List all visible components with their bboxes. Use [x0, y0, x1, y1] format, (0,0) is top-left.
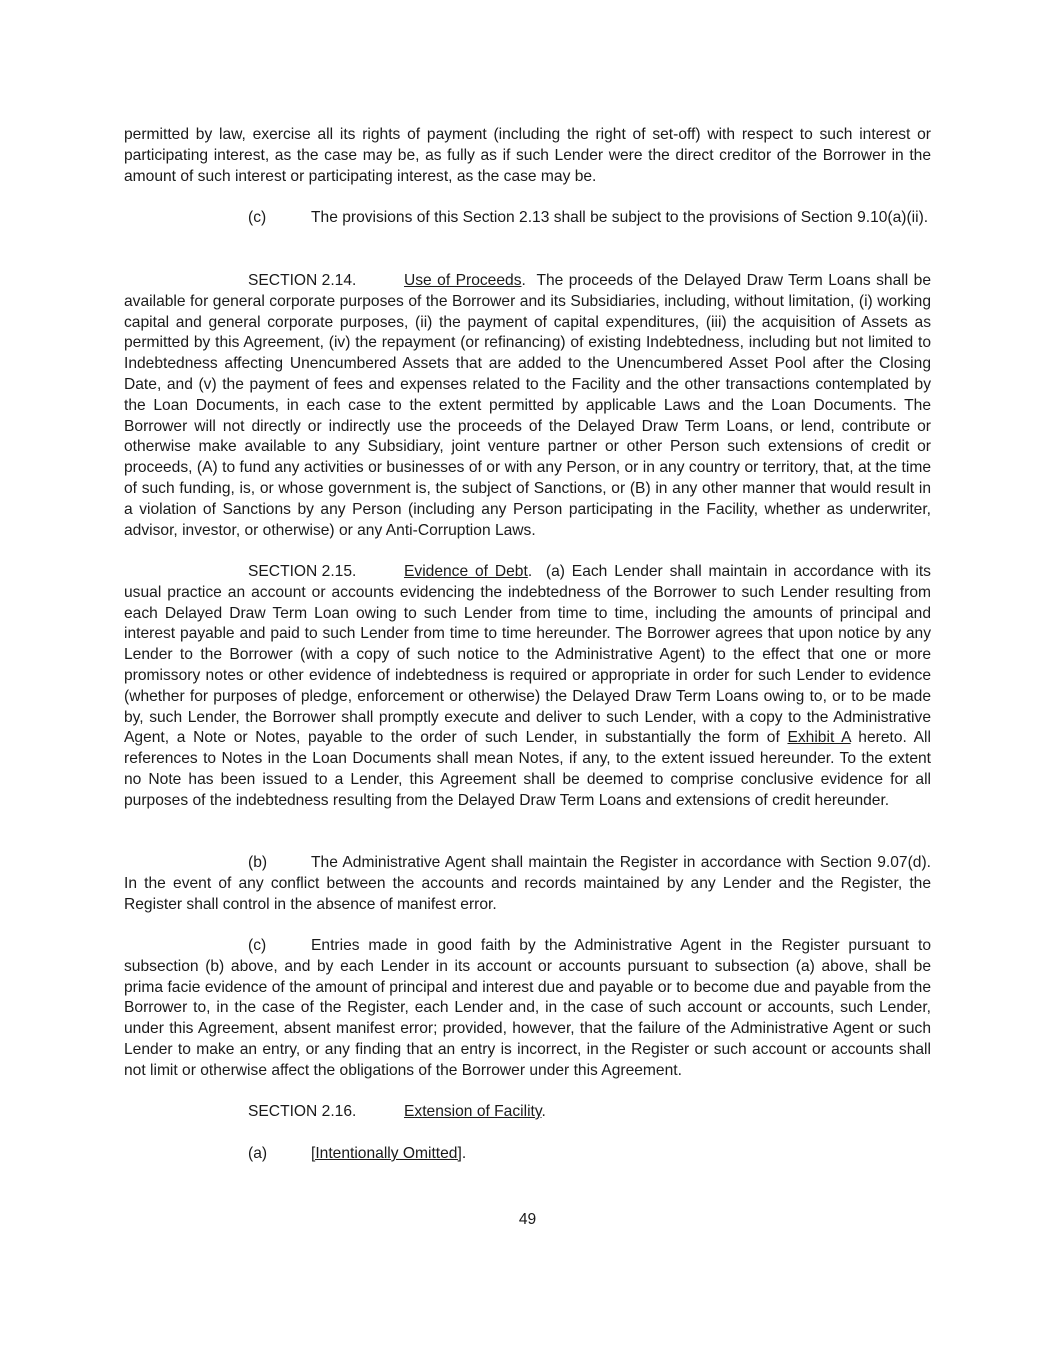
section-number: SECTION 2.16.	[248, 1103, 357, 1120]
subsection-text: Entries made in good faith by the Administrative Agent in the Register pursuant to subsection (b) above, and by each Lender in its account or accounts pursuant to subsection (a) above, shall be prima facie evidence of the amount of principal and interest due and payable or to become due and payable from the Borrower to, in the case of the Register, each Lender and, in the case of such account or accounts, such Lender, under this Agreement, absent manifest error; provided, however, that the failure of the Administrative Agent or such Lender to make an entry, or any finding that an entry is incorrect, in the Register or such account or accounts shall not limit or otherwise affect the obligations of the Borrower under this Agreement.	[124, 937, 931, 1079]
section-body-part-1: (a) Each Lender shall maintain in accordance with its usual practice an account or accounts evidencing the indebtedness of the Borrower to such Lender resulting from each Delayed Draw Term Loan owing to such Lender from time to time, including the amounts of principal and interest payable and paid to such Lender from time to time hereunder. The Borrower agrees that upon notice by any Lender to the Borrower (with a copy of such notice to the Administrative Agent) to the effect that one or more promissory notes or other evidence of indebtedness is required or appropriate in order for such Lender to evidence (whether for purposes of pledge, enforcement or otherwise) the Delayed Draw Term Loans owing to, or to be made by, such Lender, the Borrower shall promptly execute and deliver to such Lender, with a copy to the Administrative Agent, a Note or Notes, payable to the order of such Lender, in substantially the form of	[124, 563, 931, 747]
subsection-2-15-b	[124, 853, 931, 915]
section-body: The proceeds of the Delayed Draw Term Loans shall be available for general corporate purposes of the Borrower and its Subsidiaries, including, without limitation, (i) working capital and general corporate purposes, (ii) the payment of capital expenditures, (iii) the acquisition of Assets as permitted by this Agreement, (iv) the repayment (or refinancing) of existing Indebtedness, including but not limited to Indebtedness affecting Unencumbered Assets that are added to the Unencumbered Asset Pool after the Closing Date, and (v) the payment of fees and expenses related to the Facility and the other transactions contemplated by the Loan Documents, in each case to the extent permitted by applicable Laws and the Loan Documents. The Borrower will not directly or indirectly use the proceeds of the Delayed Draw Term Loans, or lend, contribute or otherwise make available to any Subsidiary, joint venture partner or other Person such extensions of credit or proceeds, (A) to fund any activities or businesses of or with any Person, or in any country or territory, that, at the time of such funding, is, or whose government is, the subject of Sanctions, or (B) in any other manner that would result in a violation of Sanctions by any Person (including any Person participating in the Facility, whether as underwriter, advisor, investor, or otherwise) or any Anti-Corruption Laws.	[124, 272, 931, 539]
section-title: Use of Proceeds	[404, 272, 522, 289]
subsection-label: (c)	[248, 937, 267, 954]
subsection-label: (a)	[248, 1145, 268, 1162]
page-number: 49	[518, 1211, 537, 1228]
continuation-text: permitted by law, exercise all its rights of payment (including the right of set-off) with respect to such interest or participating interest, as the case may be, as fully as if such Lender were the direct creditor of the Borrower in the amount of such interest or participating interest, as the case may be.	[124, 126, 931, 185]
section-number: SECTION 2.15.	[248, 563, 357, 580]
exhibit-reference: Exhibit A	[787, 729, 851, 747]
subsection-2-13-c	[124, 208, 931, 229]
section-body-part-2: hereto. All references to Notes in the Loan Documents shall mean Notes, if any, to the extent issued hereunder. To the extent no Note has been issued to a Lender, this Agreement shall be deemed to comprise conclusive evidence for all purposes of the indebtedness resulting from the Delayed Draw Term Loans and extensions of credit hereunder.	[124, 729, 931, 809]
section-number: SECTION 2.14.	[248, 272, 357, 289]
section-title: Evidence of Debt	[404, 563, 528, 580]
subsection-text: [Intentionally Omitted]	[311, 1145, 462, 1162]
section-2-15: SECTION 2.15. Evidence of Debt. (a) Each Lender shall maintain in accordance with its usual practice an account or accounts evidencing the indebtedness of the Borrower to such Lender resulting from each Delayed Draw Term Loan owing to such Lender from time to time, including the amounts of principal and interest payable and paid to such Lender from time to time hereunder. The Borrower agrees that upon notice by any Lender to the Borrower (with a copy of such notice to the Administrative Agent) to the effect that one or more promissory notes or other evidence of indebtedness is required or appropriate in order for such Lender to evidence (whether for purposes of pledge, enforcement or otherwise) the Delayed Draw Term Loans owing to, or to be made by, such Lender, the Borrower shall promptly execute and deliver to such Lender, with a copy to the Administrative Agent, a Note or Notes, payable to the order of such Lender, in substantially the form of Exhibit A hereto. All references to Notes in the Loan Documents shall mean Notes, if any, to the extent issued hereunder. To the extent no Note has been issued to a Lender, this Agreement shall be deemed to comprise conclusive evidence for all purposes of the indebtedness resulting from the Delayed Draw Term Loans and extensions of credit hereunder.	[124, 563, 931, 809]
subsection-label: (b)	[248, 854, 268, 871]
subsection-text: The provisions of this Section 2.13 shall be subject to the provisions of Section 9.10(a)(ii).	[311, 209, 929, 226]
continuation-paragraph	[124, 125, 931, 187]
subsection-2-16-a: (a) [Intentionally Omitted].	[248, 1144, 466, 1165]
section-2-16-heading: SECTION 2.16. Extension of Facility.	[248, 1102, 546, 1123]
subsection-2-15-c	[124, 936, 931, 1082]
subsection-text: The Administrative Agent shall maintain the Register in accordance with Section 9.07(d). In the event of any conflict between the accounts and records maintained by any Lender and the Register, the Register shall control in the absence of manifest error.	[124, 854, 931, 913]
subsection-label: (c)	[248, 209, 267, 226]
section-2-14: SECTION 2.14. Use of Proceeds. The proceeds of the Delayed Draw Term Loans shall be available for general corporate purposes of the Borrower and its Subsidiaries, including, without limitation, (i) working capital and general corporate purposes, (ii) the payment of capital expenditures, (iii) the acquisition of Assets as permitted by this Agreement, (iv) the repayment (or refinancing) of existing Indebtedness, including but not limited to Indebtedness affecting Unencumbered Assets that are added to the Unencumbered Asset Pool after the Closing Date, and (v) the payment of fees and expenses related to the Facility and the other transactions contemplated by the Loan Documents, in each case to the extent permitted by applicable Laws and the Loan Documents. The Borrower will not directly or indirectly use the proceeds of the Delayed Draw Term Loans, or lend, contribute or otherwise make available to any Subsidiary, joint venture partner or other Person such extensions of credit or proceeds, (A) to fund any activities or businesses of or with any Person, or in any country or territory, that, at the time of such funding, is, or whose government is, the subject of Sanctions, or (B) in any other manner that would result in a violation of Sanctions by any Person (including any Person participating in the Facility, whether as underwriter, advisor, investor, or otherwise) or any Anti-Corruption Laws.	[124, 272, 931, 539]
section-title: Extension of Facility	[404, 1103, 542, 1120]
